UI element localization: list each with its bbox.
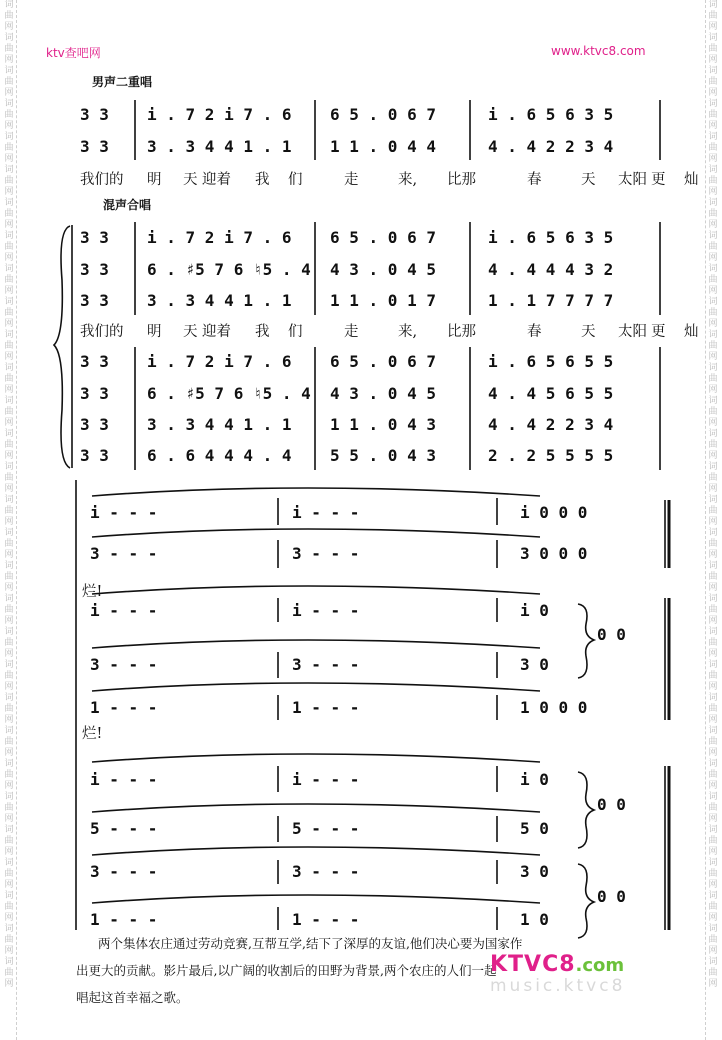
margin-char: 词 <box>4 297 14 307</box>
notes-row: 5 5 . 0 4 3 <box>330 446 436 465</box>
margin-char: 网 <box>4 913 14 923</box>
margin-char: 词 <box>4 726 14 736</box>
notes-row: 3 . 3 4 4 1 . 1 <box>147 291 292 310</box>
margin-char: 曲 <box>4 935 14 945</box>
notes-row: 6 5 . 0 6 7 <box>330 105 436 124</box>
margin-char: 词 <box>708 33 718 43</box>
paragraph-line: 出更大的贡献。影片最后,以广阔的收割后的田野为背景,两个农庄的人们一起 <box>76 963 497 978</box>
margin-char: 词 <box>4 363 14 373</box>
lyric-word: 迎着 <box>202 172 231 188</box>
margin-char: 曲 <box>4 539 14 549</box>
margin-char: 网 <box>4 451 14 461</box>
lyric-word: 灿 <box>684 324 699 340</box>
margin-char: 曲 <box>4 209 14 219</box>
notes-row: 3 - - - <box>90 655 158 674</box>
lyric-word: 春 <box>527 324 542 340</box>
margin-char: 曲 <box>708 836 718 846</box>
margin-char: 词 <box>708 198 718 208</box>
margin-char: 曲 <box>708 770 718 780</box>
lyric-word: 更 <box>651 172 666 188</box>
margin-char: 曲 <box>4 440 14 450</box>
margin-char: 词 <box>708 561 718 571</box>
margin-char: 曲 <box>708 902 718 912</box>
margin-char: 网 <box>4 814 14 824</box>
notes-row: 3 . 3 4 4 1 . 1 <box>147 415 292 434</box>
lyric-word: 天 <box>581 172 596 188</box>
margin-char: 曲 <box>708 407 718 417</box>
notes-row: 1 - - - <box>90 910 158 929</box>
margin-char: 网 <box>4 880 14 890</box>
lyric-word: 更 <box>651 324 666 340</box>
lyric-word: 走 <box>344 172 359 188</box>
margin-char: 曲 <box>708 77 718 87</box>
margin-char: 曲 <box>708 704 718 714</box>
male-duet-staff <box>80 105 613 156</box>
watermark-suffix: .com <box>575 955 625 976</box>
margin-char: 网 <box>708 55 718 65</box>
margin-char: 词 <box>708 132 718 142</box>
margin-char: 曲 <box>4 407 14 417</box>
margin-char: 网 <box>4 253 14 263</box>
margin-char: 曲 <box>4 506 14 516</box>
notes-row: 3 0 0 0 <box>520 544 588 563</box>
margin-char: 网 <box>4 682 14 692</box>
lyric-word: 天 <box>183 172 198 188</box>
watermark-brand: KTVC8 <box>490 952 576 977</box>
margin-char: 曲 <box>4 605 14 615</box>
margin-char: 曲 <box>4 308 14 318</box>
margin-char: 网 <box>4 946 14 956</box>
lyric-word: 来, <box>398 324 418 340</box>
notes-row: i . 6 5 6 5 5 <box>488 352 614 371</box>
margin-char: 曲 <box>4 638 14 648</box>
margin-char: 曲 <box>4 836 14 846</box>
margin-char: 网 <box>708 715 718 725</box>
margin-char: 词 <box>708 759 718 769</box>
mixed-chorus-staff-lower <box>80 352 613 465</box>
watermark-sub: music.ktvc8 <box>490 976 626 996</box>
margin-char: 词 <box>708 594 718 604</box>
notes-row: i - - - <box>292 503 360 522</box>
margin-char: 曲 <box>4 275 14 285</box>
margin-char: 词 <box>708 297 718 307</box>
margin-char: 网 <box>4 187 14 197</box>
margin-char: 曲 <box>4 143 14 153</box>
margin-char: 曲 <box>4 374 14 384</box>
margin-char: 曲 <box>4 242 14 252</box>
margin-char: 网 <box>708 517 718 527</box>
margin-char: 词 <box>4 957 14 967</box>
margin-char: 网 <box>708 484 718 494</box>
notes-row: 6 5 . 0 6 7 <box>330 228 436 247</box>
margin-char: 词 <box>4 495 14 505</box>
notes-row: 6 . ♯5 7 6 ♮5 . 4 <box>147 384 311 403</box>
notes-row: 4 3 . 0 4 5 <box>330 384 436 403</box>
section-title-male-duet: 男声二重唱 <box>92 75 153 89</box>
margin-char: 网 <box>708 913 718 923</box>
margin-char: 词 <box>4 528 14 538</box>
margin-char: 曲 <box>708 110 718 120</box>
margin-char: 曲 <box>4 968 14 978</box>
ending-chorus-a <box>90 601 626 717</box>
margin-char: 网 <box>708 550 718 560</box>
lyric-word: 我们的 <box>80 172 124 188</box>
notes-row: 1 . 1 7 7 7 7 <box>488 291 614 310</box>
notes-row: 5 - - - <box>90 819 158 838</box>
margin-char: 词 <box>708 660 718 670</box>
margin-char: 网 <box>708 451 718 461</box>
margin-char: 词 <box>708 330 718 340</box>
notes-row: 3 3 <box>80 352 109 371</box>
margin-char: 网 <box>4 319 14 329</box>
margin-char: 网 <box>708 88 718 98</box>
margin-char: 词 <box>4 0 14 10</box>
margin-char: 曲 <box>4 671 14 681</box>
margin-char: 网 <box>4 715 14 725</box>
site-name-left[interactable]: ktv查吧网 <box>46 46 101 60</box>
margin-char: 网 <box>4 616 14 626</box>
margin-char: 词 <box>708 693 718 703</box>
notes-row: i - - - <box>292 770 360 789</box>
margin-char: 词 <box>708 396 718 406</box>
notes-row: 5 - - - <box>292 819 360 838</box>
margin-char: 曲 <box>4 902 14 912</box>
margin-char: 曲 <box>708 374 718 384</box>
notes-row: 3 3 <box>80 105 109 124</box>
lyric-word: 灿 <box>684 172 699 188</box>
margin-char: 曲 <box>708 737 718 747</box>
lyric-word: 比那 <box>447 172 476 188</box>
notes-row: 3 - - - <box>90 544 158 563</box>
notes-row: 1 0 0 0 <box>520 698 588 717</box>
margin-char: 曲 <box>4 869 14 879</box>
notes-row: 3 3 <box>80 228 109 247</box>
notes-row: i . 7 2 i 7 . 6 <box>147 105 292 124</box>
rest-pair: 0 0 <box>597 625 626 644</box>
margin-char: 网 <box>708 187 718 197</box>
margin-char: 词 <box>4 693 14 703</box>
margin-char: 网 <box>4 220 14 230</box>
margin-char: 词 <box>4 759 14 769</box>
margin-char: 词 <box>4 792 14 802</box>
margin-char: 曲 <box>4 44 14 54</box>
margin-char: 词 <box>708 264 718 274</box>
margin-char: 曲 <box>708 209 718 219</box>
notes-row: i - - - <box>90 503 158 522</box>
margin-char: 词 <box>708 825 718 835</box>
notes-row: 1 1 . 0 1 7 <box>330 291 436 310</box>
margin-char: 网 <box>4 352 14 362</box>
margin-char: 网 <box>708 418 718 428</box>
margin-char: 网 <box>4 121 14 131</box>
notes-row: 6 5 . 0 6 7 <box>330 352 436 371</box>
margin-char: 曲 <box>4 572 14 582</box>
margin-char: 词 <box>708 858 718 868</box>
margin-char: 网 <box>4 979 14 989</box>
margin-char: 词 <box>708 957 718 967</box>
margin-char: 曲 <box>708 605 718 615</box>
margin-char: 网 <box>708 979 718 989</box>
notes-row: 1 - - - <box>292 698 360 717</box>
notes-row: i . 6 5 6 3 5 <box>488 228 614 247</box>
margin-char: 网 <box>4 748 14 758</box>
margin-char: 网 <box>708 286 718 296</box>
margin-char: 曲 <box>708 671 718 681</box>
margin-char: 曲 <box>4 737 14 747</box>
margin-char: 词 <box>4 462 14 472</box>
margin-char: 词 <box>4 99 14 109</box>
margin-char: 词 <box>4 561 14 571</box>
margin-char: 曲 <box>708 572 718 582</box>
margin-char: 曲 <box>708 935 718 945</box>
lyric-word: 我们的 <box>80 324 124 340</box>
margin-char: 词 <box>4 33 14 43</box>
margin-char: 网 <box>708 352 718 362</box>
margin-char: 网 <box>4 418 14 428</box>
notes-row: 6 . 6 4 4 4 . 4 <box>147 446 292 465</box>
margin-char: 曲 <box>708 506 718 516</box>
lyric-word: 明 <box>147 324 162 340</box>
margin-char: 词 <box>708 66 718 76</box>
notes-row: 3 0 <box>520 862 549 881</box>
margin-char: 曲 <box>708 473 718 483</box>
lyric-word: 我 <box>255 324 270 340</box>
notes-row: i - - - <box>90 601 158 620</box>
margin-char: 词 <box>708 462 718 472</box>
lyric-word: 我 <box>255 172 270 188</box>
margin-char: 曲 <box>708 143 718 153</box>
margin-char: 词 <box>4 924 14 934</box>
lyric-word: 们 <box>288 172 303 188</box>
margin-char: 曲 <box>4 341 14 351</box>
lyrics-line-2 <box>80 323 699 340</box>
margin-char: 网 <box>4 583 14 593</box>
margin-char: 曲 <box>708 176 718 186</box>
margin-char: 网 <box>708 616 718 626</box>
margin-char: 词 <box>708 627 718 637</box>
notes-row: 3 3 <box>80 291 109 310</box>
margin-char: 曲 <box>4 11 14 21</box>
margin-char: 词 <box>4 132 14 142</box>
margin-char: 词 <box>4 429 14 439</box>
margin-char: 网 <box>708 253 718 263</box>
margin-char: 曲 <box>4 473 14 483</box>
notes-row: i - - - <box>292 601 360 620</box>
margin-char: 网 <box>4 88 14 98</box>
margin-char: 词 <box>4 891 14 901</box>
notes-row: i . 7 2 i 7 . 6 <box>147 352 292 371</box>
margin-char: 词 <box>708 0 718 10</box>
margin-char: 网 <box>708 22 718 32</box>
notes-row: i . 7 2 i 7 . 6 <box>147 228 292 247</box>
lyric-word: 太阳 <box>618 324 647 340</box>
margin-char: 词 <box>4 330 14 340</box>
margin-char: 曲 <box>4 110 14 120</box>
rest-pair: 0 0 <box>597 795 626 814</box>
notes-row: 3 3 <box>80 260 109 279</box>
notes-row: 4 . 4 5 6 5 5 <box>488 384 614 403</box>
margin-char: 网 <box>4 649 14 659</box>
margin-char: 词 <box>4 66 14 76</box>
notes-row: i . 6 5 6 3 5 <box>488 105 614 124</box>
margin-char: 曲 <box>708 44 718 54</box>
notes-row: 3 3 <box>80 137 109 156</box>
lyric-word: 春 <box>527 172 542 188</box>
margin-char: 网 <box>708 781 718 791</box>
margin-char: 网 <box>4 847 14 857</box>
margin-char: 词 <box>708 726 718 736</box>
margin-char: 曲 <box>708 308 718 318</box>
margin-char: 网 <box>708 385 718 395</box>
notes-row: 3 - - - <box>292 655 360 674</box>
margin-char: 词 <box>708 924 718 934</box>
margin-char: 曲 <box>4 803 14 813</box>
margin-char: 网 <box>708 682 718 692</box>
margin-char: 词 <box>4 627 14 637</box>
margin-char: 网 <box>4 550 14 560</box>
lyric-end-1: 烂! <box>82 584 103 600</box>
notes-row: 3 3 <box>80 415 109 434</box>
notes-row: 4 . 4 2 2 3 4 <box>488 137 614 156</box>
notes-row: 4 3 . 0 4 5 <box>330 260 436 279</box>
notes-row: 1 0 <box>520 910 549 929</box>
margin-char: 词 <box>708 792 718 802</box>
margin-char: 网 <box>708 154 718 164</box>
margin-char: 词 <box>708 495 718 505</box>
lyric-word: 迎着 <box>202 324 231 340</box>
margin-char: 词 <box>708 891 718 901</box>
margin-char: 网 <box>4 22 14 32</box>
notes-row: 5 0 <box>520 819 549 838</box>
margin-char: 词 <box>708 429 718 439</box>
margin-char: 词 <box>4 396 14 406</box>
notes-row: 1 - - - <box>90 698 158 717</box>
lyric-word: 天 <box>581 324 596 340</box>
notes-row: 2 . 2 5 5 5 5 <box>488 446 614 465</box>
margin-char: 网 <box>4 286 14 296</box>
margin-char: 曲 <box>708 242 718 252</box>
lyric-word: 明 <box>147 172 162 188</box>
margin-char: 词 <box>708 363 718 373</box>
margin-char: 网 <box>708 220 718 230</box>
rest-pair: 0 0 <box>597 887 626 906</box>
lyric-word: 太阳 <box>618 172 647 188</box>
notes-row: 1 - - - <box>292 910 360 929</box>
margin-char: 曲 <box>708 11 718 21</box>
margin-char: 曲 <box>708 275 718 285</box>
margin-char: 网 <box>708 880 718 890</box>
margin-char: 网 <box>708 583 718 593</box>
margin-char: 词 <box>4 660 14 670</box>
margin-char: 曲 <box>708 803 718 813</box>
notes-row: i 0 0 0 <box>520 503 588 522</box>
margin-char: 网 <box>708 319 718 329</box>
site-url-right[interactable]: www.ktvc8.com <box>551 44 646 58</box>
margin-char: 网 <box>4 517 14 527</box>
margin-char: 网 <box>708 847 718 857</box>
notes-row: 6 . ♯5 7 6 ♮5 . 4 <box>147 260 311 279</box>
lyric-word: 走 <box>344 324 359 340</box>
margin-char: 网 <box>4 484 14 494</box>
margin-char: 曲 <box>708 341 718 351</box>
margin-char: 词 <box>708 99 718 109</box>
notes-row: 3 - - - <box>90 862 158 881</box>
margin-char: 网 <box>708 946 718 956</box>
notes-row: 3 . 3 4 4 1 . 1 <box>147 137 292 156</box>
margin-char: 曲 <box>708 638 718 648</box>
notes-row: 3 - - - <box>292 544 360 563</box>
margin-char: 网 <box>708 748 718 758</box>
margin-char: 曲 <box>4 77 14 87</box>
notes-row: i - - - <box>90 770 158 789</box>
section-title-mixed-chorus: 混声合唱 <box>103 198 152 212</box>
paragraph-line: 唱起这首幸福之歌。 <box>76 990 189 1005</box>
notes-row: 1 1 . 0 4 3 <box>330 415 436 434</box>
margin-char: 曲 <box>708 968 718 978</box>
paragraph-line: 两个集体农庄通过劳动竞赛,互帮互学,结下了深厚的友谊,他们决心要为国家作 <box>98 936 523 951</box>
notes-row: 4 . 4 4 4 3 2 <box>488 260 614 279</box>
margin-char: 曲 <box>4 176 14 186</box>
margin-char: 词 <box>4 264 14 274</box>
margin-char: 词 <box>4 858 14 868</box>
lyric-word: 天 <box>183 324 198 340</box>
lyric-end-2: 烂! <box>82 726 103 742</box>
margin-char: 曲 <box>4 770 14 780</box>
notes-row: 3 3 <box>80 446 109 465</box>
notes-row: 3 - - - <box>292 862 360 881</box>
margin-char: 词 <box>4 165 14 175</box>
margin-char: 网 <box>4 55 14 65</box>
lyric-word: 比那 <box>447 324 476 340</box>
notes-row: i 0 <box>520 770 549 789</box>
margin-char: 曲 <box>708 869 718 879</box>
margin-char: 网 <box>708 814 718 824</box>
lyrics-line-1 <box>80 171 699 188</box>
margin-char: 词 <box>708 528 718 538</box>
lyric-word: 来, <box>398 172 418 188</box>
margin-char: 词 <box>4 594 14 604</box>
notes-row: i 0 <box>520 601 549 620</box>
margin-char: 网 <box>4 154 14 164</box>
margin-char: 词 <box>708 231 718 241</box>
margin-char: 词 <box>4 825 14 835</box>
margin-char: 词 <box>4 231 14 241</box>
notes-row: 4 . 4 2 2 3 4 <box>488 415 614 434</box>
margin-char: 曲 <box>708 440 718 450</box>
margin-char: 网 <box>4 385 14 395</box>
margin-char: 词 <box>4 198 14 208</box>
margin-char: 网 <box>4 781 14 791</box>
mixed-chorus-staff-upper <box>80 228 613 310</box>
notes-row: 1 1 . 0 4 4 <box>330 137 436 156</box>
margin-char: 词 <box>708 165 718 175</box>
lyric-word: 们 <box>288 324 303 340</box>
margin-char: 网 <box>708 649 718 659</box>
notes-row: 3 3 <box>80 384 109 403</box>
margin-char: 网 <box>708 121 718 131</box>
margin-char: 曲 <box>708 539 718 549</box>
ktvc8-watermark-logo <box>490 952 626 996</box>
notes-row: 3 0 <box>520 655 549 674</box>
margin-char: 曲 <box>4 704 14 714</box>
